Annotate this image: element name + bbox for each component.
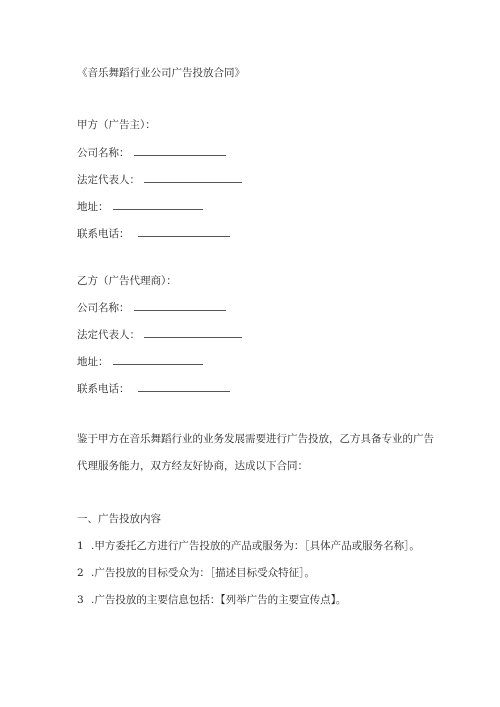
section-1-item-1 bbox=[77, 539, 420, 553]
section-1-item-2 bbox=[77, 566, 315, 580]
party-b-company-name-blank bbox=[134, 300, 226, 311]
party-a-address-blank bbox=[113, 199, 203, 210]
party-a-legal-rep-blank bbox=[144, 172, 242, 183]
party-b-company-name-label: 公司名称： bbox=[77, 302, 130, 314]
party-b-address-label: 地址： bbox=[77, 356, 109, 368]
party-a-phone-row bbox=[77, 226, 230, 241]
party-a-heading: 甲方（广告主）： bbox=[77, 119, 156, 131]
item-text: .广告投放的目标受众为：［描述目标受众特征］。 bbox=[91, 567, 315, 579]
party-b-address-row bbox=[77, 354, 203, 369]
party-a-phone-label: 联系电话： bbox=[77, 228, 130, 240]
party-b-phone-label: 联系电话： bbox=[77, 383, 130, 395]
party-b-legal-rep-row bbox=[77, 327, 242, 342]
party-b-address-blank bbox=[113, 354, 203, 365]
item-number: 3 bbox=[77, 594, 84, 606]
item-number: 2 bbox=[77, 567, 84, 579]
party-b-phone-row bbox=[77, 381, 230, 396]
party-a-legal-rep-row bbox=[77, 172, 242, 187]
party-a-company-name-label: 公司名称： bbox=[77, 147, 130, 159]
party-a-company-name-row bbox=[77, 145, 226, 160]
party-a-phone-blank bbox=[138, 226, 230, 237]
item-number: 1 bbox=[77, 540, 84, 552]
document-title: 《音乐舞蹈行业公司广告投放合同》 bbox=[77, 67, 245, 79]
party-b-legal-rep-blank bbox=[144, 327, 242, 338]
item-text: .广告投放的主要信息包括：【列举广告的主要宣传点】。 bbox=[91, 594, 347, 606]
section-1-item-3 bbox=[77, 593, 346, 607]
section-1-heading: 一、广告投放内容 bbox=[77, 513, 161, 525]
item-text: .甲方委托乙方进行广告投放的产品或服务为：［具体产品或服务名称］。 bbox=[91, 540, 420, 552]
preamble-line-1: 鉴于甲方在音乐舞蹈行业的业务发展需要进行广告投放，乙方具备专业的广告 bbox=[77, 433, 434, 445]
party-a-address-row bbox=[77, 199, 203, 214]
party-a-legal-rep-label: 法定代表人： bbox=[77, 174, 140, 186]
party-b-heading: 乙方（广告代理商）： bbox=[77, 275, 177, 287]
party-b-legal-rep-label: 法定代表人： bbox=[77, 329, 140, 341]
party-b-phone-blank bbox=[138, 381, 230, 392]
party-a-address-label: 地址： bbox=[77, 201, 109, 213]
preamble-line-2: 代理服务能力，双方经友好协商，达成以下合同： bbox=[77, 460, 308, 472]
party-a-company-name-blank bbox=[134, 145, 226, 156]
party-b-company-name-row bbox=[77, 300, 226, 315]
